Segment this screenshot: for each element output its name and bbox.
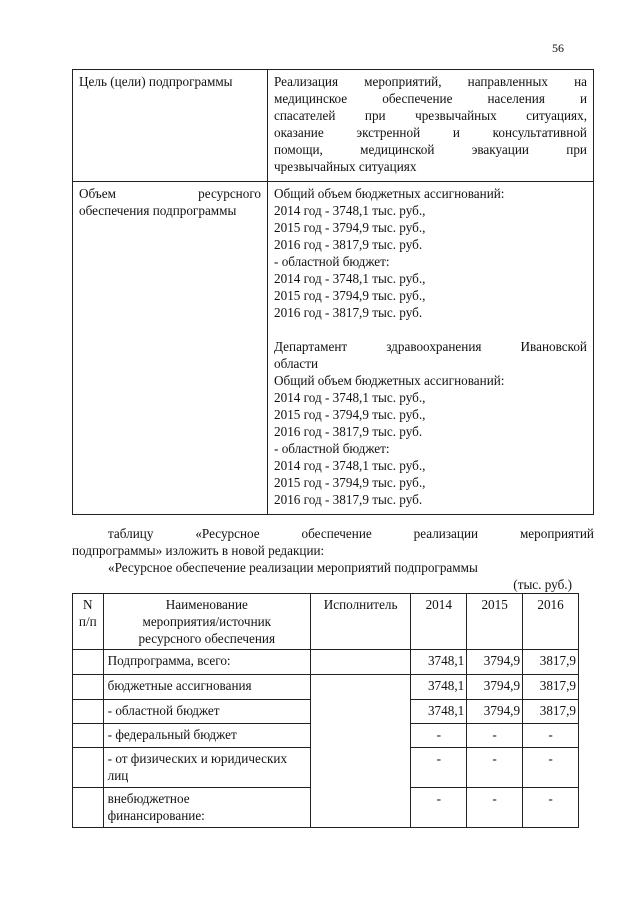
volume-line: 2014 год - 3748,1 тыс. руб.,: [274, 390, 426, 405]
value-2015: 3794,9: [467, 650, 523, 675]
table-row: [73, 724, 579, 748]
department-line: Департамент здравоохранения Ивановской: [274, 339, 587, 354]
row-name: [103, 748, 310, 788]
passport-table: [72, 69, 594, 515]
goal-line: помощи, медицинской эвакуации при: [274, 142, 587, 157]
header-number-line: п/п: [78, 614, 97, 629]
value-2015: -: [467, 788, 523, 828]
volume-line: 2015 год - 3794,9 тыс. руб.,: [274, 475, 426, 490]
header-name-line: мероприятия/источник: [142, 614, 272, 629]
volume-line: - областной бюджет:: [274, 441, 390, 456]
header-number: [73, 594, 104, 650]
header-name-line: Наименование: [165, 597, 248, 612]
value-2016: -: [523, 724, 579, 748]
row-name: - областной бюджет: [103, 700, 310, 724]
units-label: (тыс. руб.): [513, 577, 572, 592]
value-2016: 3817,9: [523, 650, 579, 675]
header-number-line: N: [83, 597, 93, 612]
value-2016: -: [523, 788, 579, 828]
volume-text: [268, 182, 594, 515]
goal-line: медицинское обеспечение населения и: [274, 91, 587, 106]
row-executor: [310, 724, 410, 748]
goal-line: спасателей при чрезвычайных ситуациях,: [274, 108, 587, 123]
volume-line: 2014 год - 3748,1 тыс. руб.,: [274, 458, 426, 473]
resource-table: [72, 593, 579, 828]
header-2015: 2015: [467, 594, 523, 650]
value-2014: 3748,1: [411, 700, 467, 724]
paragraph-line: таблицу «Ресурсное обеспечение реализации мероприятий: [108, 526, 594, 541]
goal-label: Цель (цели) подпрограммы: [73, 70, 268, 182]
goal-line: оказание экстренной и консультативной: [274, 125, 587, 140]
header-name-line: ресурсного обеспечения: [138, 631, 276, 646]
table-title: «Ресурсное обеспечение реализации мероприятий подпрограммы: [108, 560, 478, 575]
value-2015: -: [467, 724, 523, 748]
value-2016: -: [523, 748, 579, 788]
volume-line: 2015 год - 3794,9 тыс. руб.,: [274, 407, 426, 422]
page-number: 56: [552, 41, 564, 55]
header-2014: 2014: [411, 594, 467, 650]
row-executor: [310, 788, 410, 828]
goal-text: [268, 70, 594, 182]
table-row: [73, 700, 579, 724]
row-name: Подпрограмма, всего:: [103, 650, 310, 675]
volume-line: - областной бюджет:: [274, 254, 390, 269]
volume-label-line: Объем ресурсного: [79, 186, 261, 201]
table-row: [73, 675, 579, 700]
value-2014: 3748,1: [411, 650, 467, 675]
volume-line: 2015 год - 3794,9 тыс. руб.,: [274, 220, 426, 235]
volume-line: 2014 год - 3748,1 тыс. руб.,: [274, 271, 426, 286]
goal-row: [73, 70, 594, 182]
volume-line: Общий объем бюджетных ассигнований:: [274, 373, 505, 388]
row-number: [73, 788, 104, 828]
table-row: [73, 650, 579, 675]
header-executor: Исполнитель: [310, 594, 410, 650]
goal-line: чрезвычайных ситуациях: [274, 159, 417, 174]
value-2015: 3794,9: [467, 700, 523, 724]
volume-line: 2016 год - 3817,9 тыс. руб.: [274, 492, 423, 507]
volume-line: 2016 год - 3817,9 тыс. руб.: [274, 305, 423, 320]
value-2014: -: [411, 788, 467, 828]
table-row: [73, 788, 579, 828]
header-name: [103, 594, 310, 650]
volume-label: [73, 182, 268, 515]
goal-line: Реализация мероприятий, направленных на: [274, 74, 587, 89]
row-name-line: финансирование:: [107, 808, 205, 823]
volume-line: 2016 год - 3817,9 тыс. руб.: [274, 237, 423, 252]
volume-line: 2016 год - 3817,9 тыс. руб.: [274, 424, 423, 439]
value-2016: 3817,9: [523, 700, 579, 724]
value-2015: -: [467, 748, 523, 788]
table-row: [73, 748, 579, 788]
volume-label-line: обеспечения подпрограммы: [79, 203, 237, 218]
header-2016: 2016: [523, 594, 579, 650]
row-executor: [310, 700, 410, 724]
department-line: области: [274, 356, 319, 371]
volume-row: [73, 182, 594, 515]
blank-line: [274, 321, 587, 338]
volume-line: 2015 год - 3794,9 тыс. руб.,: [274, 288, 426, 303]
value-2016: 3817,9: [523, 675, 579, 700]
row-number: [73, 700, 104, 724]
row-number: [73, 650, 104, 675]
value-2014: -: [411, 748, 467, 788]
volume-line: 2014 год - 3748,1 тыс. руб.,: [274, 203, 426, 218]
row-name-line: внебюджетное: [107, 791, 190, 806]
row-executor: [310, 748, 410, 788]
value-2014: 3748,1: [411, 675, 467, 700]
row-name: [103, 788, 310, 828]
row-name-line: - от физических и юридических: [107, 751, 288, 766]
volume-line: Общий объем бюджетных ассигнований:: [274, 186, 505, 201]
value-2014: -: [411, 724, 467, 748]
value-2015: 3794,9: [467, 675, 523, 700]
row-number: [73, 675, 104, 700]
row-name-line: лиц: [107, 768, 129, 783]
row-name: - федеральный бюджет: [103, 724, 310, 748]
row-number: [73, 748, 104, 788]
paragraph-line: подпрограммы» изложить в новой редакции:: [72, 543, 325, 558]
row-number: [73, 724, 104, 748]
amendment-paragraph: [72, 525, 594, 559]
row-name: бюджетные ассигнования: [103, 675, 310, 700]
table-header-row: [73, 594, 579, 650]
row-executor: [310, 650, 410, 675]
row-executor: [310, 675, 410, 700]
